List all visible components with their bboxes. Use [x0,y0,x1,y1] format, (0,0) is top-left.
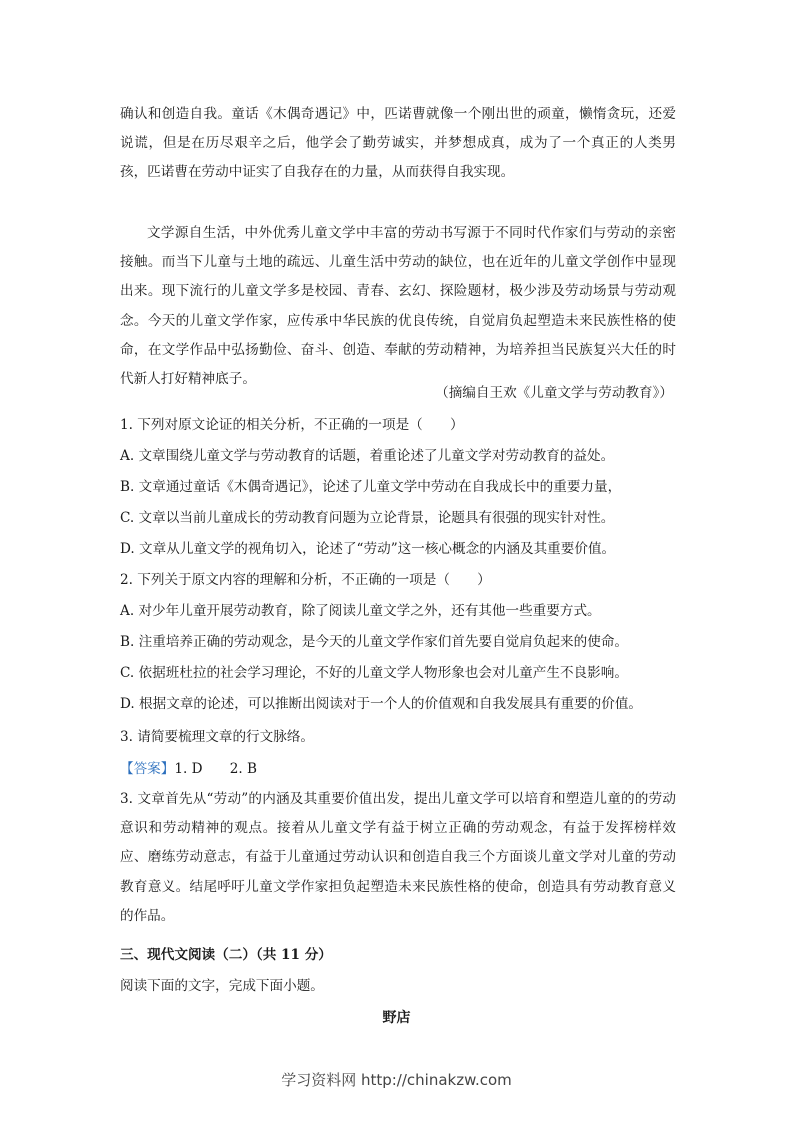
section-3-instruction: 阅读下面的文字，完成下面小题。 [120,978,324,994]
passage-paragraph-2: 文学源自生活，中外优秀儿童文学中丰富的劳动书写源于不同时代作家们与劳动的亲密接触。而当下儿童与土地的疏远、儿童生活中劳动的缺位，也在近年的儿童文学创作中显现出来。现下流行的儿童文学多是校园、青春、玄幻、探险题材，极少涉及劳动场景与劳动观念。今天的儿童文学作家，应传承中华民族的优良传统，自觉肩负起塑造未来民族性格的使命，在文学作品中弘扬勤俭、奋斗、创造、奉献的劳动精神，为培养担当民族复兴大任的时代新人打好精神底子。 [120,225,676,388]
question-1-stem: 1. 下列对原文论证的相关分析，不正确的一项是（ ） [120,417,464,433]
answer-tag: 【答案】 [120,761,175,777]
question-2-stem: 2. 下列关于原文内容的理解和分析，不正确的一项是（ ） [120,572,491,588]
question-1-option-b: B. 文章通过童话《木偶奇遇记》，论述了儿童文学中劳动在自我成长中的重要力量， [120,479,622,495]
article-title: 野店 [382,1010,411,1026]
question-2-option-c: C. 依据班杜拉的社会学习理论，不好的儿童文学人物形象也会对儿童产生不良影响。 [120,665,628,681]
question-1-option-c: C. 文章以当前儿童成长的劳动教育问题为立论背景，论题具有很强的现实针对性。 [120,510,615,526]
answer-q3-text: 3. 文章首先从“劳动”的内涵及其重要价值出发，提出儿童文学可以培育和塑造儿童的的劳动意识和劳动精神的观点。接着从儿童文学有益于树立正确的劳动观念，有益于发挥榜样效应、磨练劳动意志，有益于儿童通过劳动认识和创造自我三个方面谈儿童文学对儿童的劳动教育意义。结尾呼吁儿童文学作家担负起塑造未来民族性格的使命，创造具有劳动教育意义的作品。 [120,791,676,924]
question-2-option-a: A. 对少年儿童开展劳动教育，除了阅读儿童文学之外，还有其他一些重要方式。 [120,603,601,619]
passage-paragraph-1: 确认和创造自我。童话《木偶奇遇记》中，匹诺曹就像一个刚出世的顽童，懒惰贪玩，还爱说谎，但是在历尽艰辛之后，他学会了勤劳诚实，并梦想成真，成为了一个真正的人类男孩，匹诺曹在劳动中证实了自我存在的力量，从而获得自我实现。 [120,106,676,181]
question-1-option-d: D. 文章从儿童文学的视角切入，论述了“劳动”这一核心概念的内涵及其重要价值。 [120,541,616,557]
question-2-option-d: D. 根据文章的论述，可以推断出阅读对于一个人的价值观和自我发展具有重要的价值。 [120,696,643,712]
answer-line [120,759,680,779]
page-footer: 学习资料网 http://chinakzw.com [281,1071,512,1089]
section-3-heading: 三、现代文阅读（二）（共 11 分） [120,947,332,963]
answer-values: 1. D 2. B [174,761,258,777]
passage-source: （摘编自王欢《儿童文学与劳动教育》） [435,385,673,401]
question-3-stem: 3. 请简要梳理文章的行文脉络。 [120,729,315,745]
question-1-option-a: A. 文章围绕儿童文学与劳动教育的话题，着重论述了儿童文学对劳动教育的益处。 [120,448,615,464]
question-2-option-b: B. 注重培养正确的劳动观念，是今天的儿童文学作家们首先要自觉肩负起来的使命。 [120,634,629,650]
